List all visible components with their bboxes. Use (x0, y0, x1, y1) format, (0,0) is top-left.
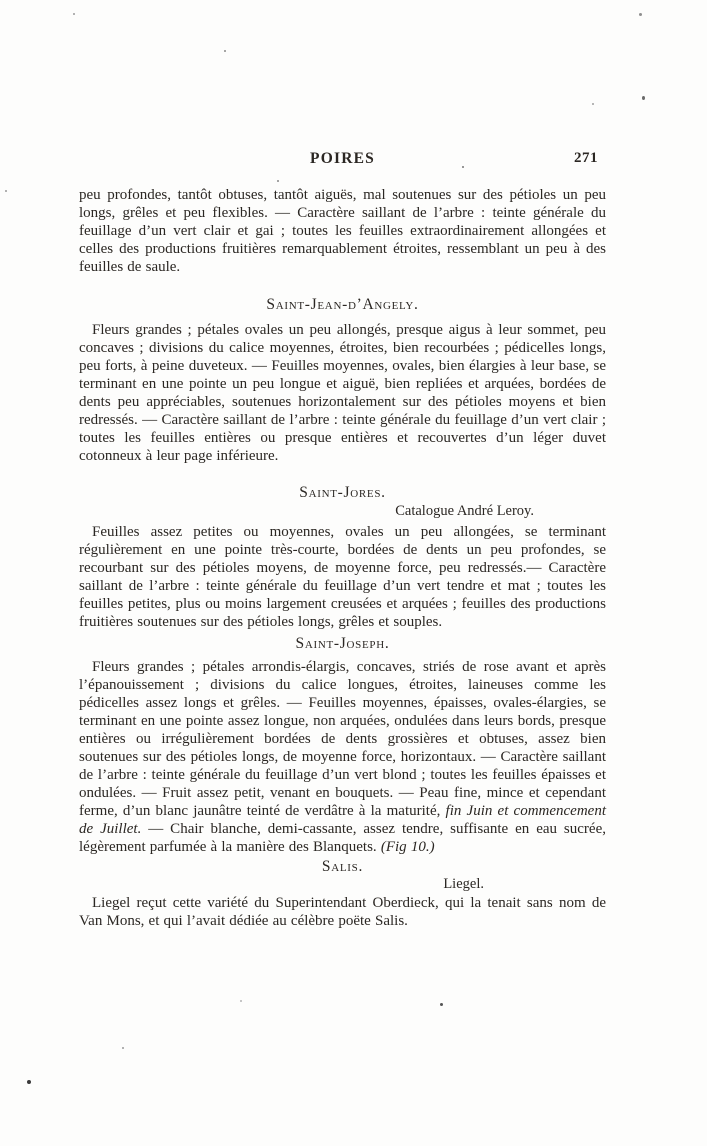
page-number: 271 (574, 150, 598, 166)
intro-paragraph: peu profondes, tantôt obtuses, tantôt aiguës, mal soutenues sur des pétioles un peu longs, grêles et peu flexibles. — Caractère saillant de l’arbre : teinte générale du feuillage d’un vert clair et gai ; toutes les feuilles extraordinairement allongées et celles des productions fruitières remarquablement étroites, ressemblant un peu à des feuilles de saule. (79, 187, 606, 275)
paragraph-saint-joseph: Fleurs grandes ; pétales arrondis-élargis, concaves, striés de rose avant et après l’épanouissement ; divisions du calice longues, étroites, laineuses comme les pédicelles assez longs et grêles. — Feuilles moyennes, épaisses, ovales-élargies, se terminant en une pointe assez longue, non arquées, ondulées dans leurs bords, presque entières ou irrégulièrement bordées de dents grossières et obtuses, assez bien soutenues sur des pétioles longs, de moyenne force, horizontaux. — Caractère saillant de l’arbre : teinte générale du feuillage d’un vert blond ; toutes les feuilles épaisses et ondulées. — Fruit assez petit, venant en bouquets. — Peau fine, mince et cependant ferme, d’un blanc jaunâtre teinté de verdâtre à la maturité, fin Juin et commencement de Juillet. — Chair blanche, demi-cassante, assez tendre, suffisante en eau sucrée, légèrement parfumée à la manière des Blanquets. (Fig 10.) (79, 659, 607, 855)
scan-speck (240, 1000, 242, 1002)
scan-speck (642, 96, 645, 100)
paragraph-salis: Liegel reçut cette variété du Superintendant Oberdieck, qui la tenait sans nom de Van Mons, et qui l’avait dédiée au célèbre poëte Salis. (79, 895, 606, 929)
attribution-liegel: Liegel. (443, 876, 484, 892)
text-block (79, 150, 606, 930)
scan-speck (5, 190, 7, 192)
scan-speck (277, 180, 279, 182)
scan-speck (592, 103, 594, 105)
section-heading-saint-jean-dangely: Saint-Jean-d’Angely. (266, 296, 419, 313)
scan-speck (27, 1080, 31, 1084)
scan-speck (73, 13, 75, 15)
attribution-catalogue-andre-leroy: Catalogue André Leroy. (395, 503, 534, 519)
section-heading-saint-jores: Saint-Jores. (299, 484, 386, 501)
paragraph-saint-jores: Feuilles assez petites ou moyennes, ovales un peu allongées, se terminant régulièrement en une pointe très-courte, bordées de dents un peu profondes, se recourbant sur des pétioles moyens, de moyenne force, peu redressés.— Caractère saillant de l’arbre : teinte générale du feuillage d’un vert tendre et mat ; toutes les feuilles petites, plus ou moins largement creusées et arquées ; feuilles des productions fruitières soutenues sur des pétioles longs, grêles et souples. (79, 524, 606, 630)
section-heading-salis: Salis. (321, 858, 364, 875)
section-heading-saint-joseph: Saint-Joseph. (295, 635, 390, 652)
scan-speck (639, 13, 642, 16)
running-header (79, 150, 606, 167)
scan-speck (122, 1047, 124, 1049)
scan-speck (462, 166, 464, 168)
page-title: POIRES (310, 150, 375, 167)
paragraph-saint-jean-dangely: Fleurs grandes ; pétales ovales un peu allongés, presque aigus à leur sommet, peu concaves ; divisions du calice moyennes, étroites, bien recourbées ; pédicelles longs, peu forts, à peine duveteux. — Feuilles moyennes, ovales, bien élargies à leur base, se terminant en une pointe un peu longue et aiguë, bien repliées et arquées, bordées de dents peu appréciables, soutenues horizontalement sur des pétioles moyens et bien redressés. — Caractère saillant de l’arbre : teinte générale du feuillage d’un vert clair ; toutes les feuilles entières ou presque entières et recouvertes d’un léger duvet cotonneux à leur page inférieure. (79, 322, 606, 464)
scan-speck (440, 1003, 443, 1006)
scan-speck (224, 50, 226, 52)
